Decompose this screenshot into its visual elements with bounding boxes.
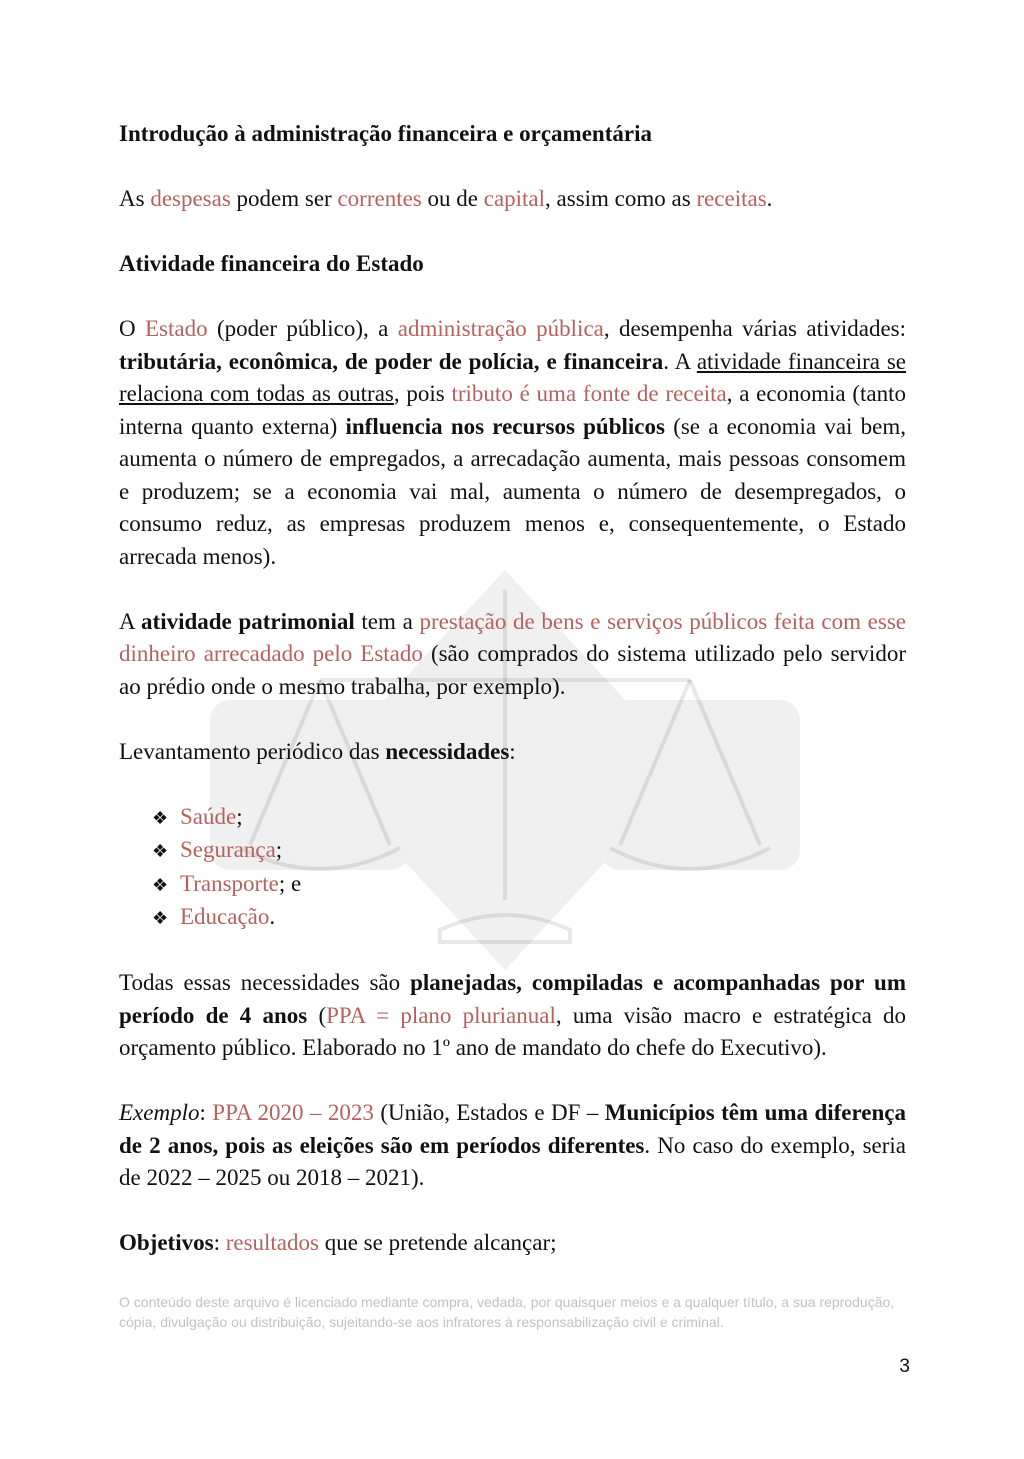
diamond-bullet-icon: ❖ xyxy=(152,841,169,861)
list-item: ❖ Transporte; e xyxy=(152,868,906,902)
list-item: ❖ Segurança; xyxy=(152,834,906,868)
license-notice: O conteúdo deste arquivo é licenciado mediante compra, vedada, por quaisquer meios e a qualquer título, a sua reprodução, cópia, divulgação ou distribuição, sujeitando-se aos infratores à responsabilização civil e criminal. xyxy=(119,1294,895,1330)
list-item: ❖ Saúde; xyxy=(152,801,906,835)
list-item: ❖ Educação. xyxy=(152,901,906,935)
heading-atividade-financeira: Atividade financeira do Estado xyxy=(119,251,424,276)
paragraph-necessidades: Levantamento periódico das necessidades: xyxy=(119,738,516,764)
diamond-bullet-icon: ❖ xyxy=(152,874,169,895)
paragraph-atividade-financeira: O Estado (poder público), a administração pública, desempenha várias atividades: tributária, econômica, de poder de polícia, e financeira. A atividade financeira se relaciona com todas as outras, pois tributo é uma fonte de receita, a economia (tanto interna quanto externa) influencia nos recursos públicos (se a economia vai bem, aumenta o número de empregados, a arrecadação aumenta, mais pessoas consomem e produzem; se a economia vai mal, aumenta o número de desempregados, o consumo reduz, as empresas produzem menos e, consequentemente, o Estado arrecada menos). xyxy=(119,316,907,569)
paragraph-exemplo: Exemplo: PPA 2020 – 2023 (União, Estados e DF – Municípios têm uma diferença de 2 anos, pois as eleições são em períodos diferentes. No caso do exemplo, seria de 2022 – 2025 ou 2018 – 2021). xyxy=(119,1100,906,1190)
paragraph-despesas: As despesas podem ser correntes ou de capital, assim como as receitas. xyxy=(119,186,773,211)
necessidades-list xyxy=(119,801,906,935)
diamond-bullet-icon: ❖ xyxy=(152,908,169,928)
paragraph-ppa: Todas essas necessidades são planejadas, compiladas e acompanhadas por um período de 4 anos (PPA = plano plurianual, uma visão macro e estratégica do orçamento público. Elaborado no 1º ano de mandato do chefe do Executivo). xyxy=(119,970,906,1060)
page-number: 3 xyxy=(899,1356,910,1377)
document-body xyxy=(119,118,906,1292)
heading-intro: Introdução à administração financeira e orçamentária xyxy=(119,121,652,146)
paragraph-atividade-patrimonial: A atividade patrimonial tem a prestação de bens e serviços públicos feita com esse dinheiro arrecadado pelo Estado (são comprados do sistema utilizado pelo servidor ao prédio onde o mesmo trabalha, por exemplo). xyxy=(119,608,906,699)
paragraph-objetivos: Objetivos: resultados que se pretende alcançar; xyxy=(119,1230,557,1255)
diamond-bullet-icon: ❖ xyxy=(152,807,169,828)
